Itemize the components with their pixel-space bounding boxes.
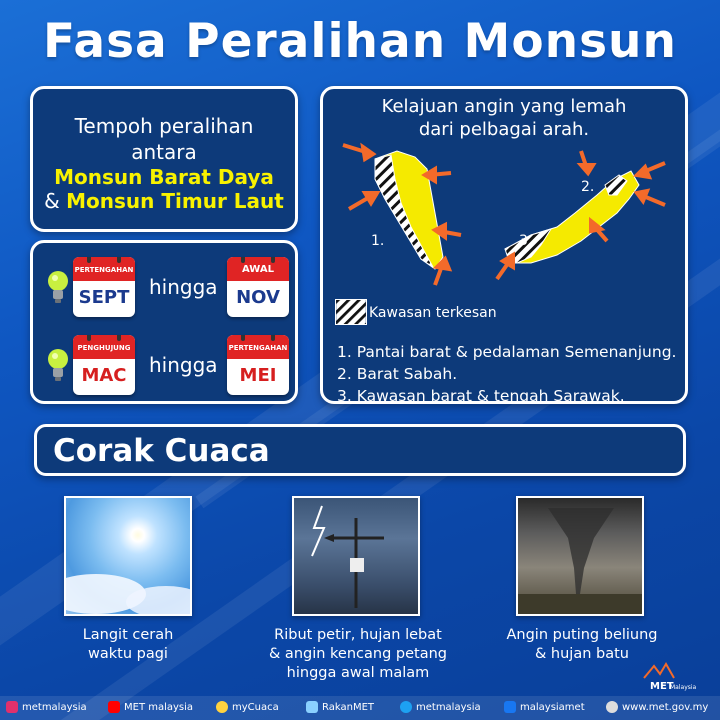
thunderstorm-caption: Ribut petir, hujan lebat & angin kencang petang hingga awal malam: [269, 627, 447, 681]
monsoon-southwest: Monsun Barat Daya: [54, 165, 274, 189]
mycuaca-icon: [216, 701, 228, 713]
weather-heading: Corak Cuaca: [53, 433, 270, 469]
label-region-2: 2.: [581, 179, 595, 195]
page-title: Fasa Peralihan Monsun: [43, 14, 677, 69]
intro-line1: Tempoh peralihan: [74, 114, 254, 138]
map-heading-line1: Kelajuan angin yang lemah: [381, 96, 627, 117]
calendar-month: MAC: [81, 365, 127, 386]
web-icon: [606, 701, 618, 713]
calendar-icon: [227, 257, 289, 317]
list-item: 1. Pantai barat & pedalaman Semenanjung.: [337, 343, 677, 361]
footer-link-twitter[interactable]: metmalaysia: [400, 701, 481, 713]
clear-sky-caption: Langit cerah waktu pagi: [82, 627, 174, 662]
calendar-month: MEI: [239, 365, 277, 386]
lightbulb-icon: [47, 269, 69, 305]
met-malaysia-logo: [640, 662, 708, 692]
tornado-photo: [516, 496, 644, 616]
hingga-label: hingga: [149, 275, 218, 299]
calendar-month: NOV: [236, 287, 280, 308]
period-panel: [30, 240, 298, 404]
calendar-tag: PERTENGAHAN: [227, 335, 289, 359]
hingga-label: hingga: [149, 353, 218, 377]
youtube-icon: [108, 701, 120, 713]
tornado-caption: Angin puting beliung & hujan batu: [506, 627, 658, 662]
footer-link-mycuaca[interactable]: myCuaca: [216, 701, 279, 713]
map-heading-line2: dari pelbagai arah.: [418, 119, 590, 140]
monsoon-northeast: Monsun Timur Laut: [66, 189, 284, 213]
calendar-month: SEPT: [78, 287, 130, 308]
map-panel: [320, 86, 688, 404]
intro-amp: &: [44, 189, 60, 213]
legend-label: Kawasan terkesan: [369, 305, 497, 321]
period-row: [45, 257, 295, 317]
instagram-icon: [6, 701, 18, 713]
svg-text:Malaysia: Malaysia: [670, 684, 697, 691]
clear-sky-photo: [64, 496, 192, 616]
calendar-icon: [73, 257, 135, 317]
calendar-tag: PERTENGAHAN: [73, 257, 135, 281]
hatch-legend-icon: [335, 299, 367, 325]
footer-link-rakanmet[interactable]: RakanMET: [306, 701, 374, 713]
footer-link-website[interactable]: www.met.gov.my: [606, 701, 708, 713]
list-item: 2. Barat Sabah.: [337, 365, 458, 383]
period-row: [45, 335, 295, 395]
twitter-icon: [400, 701, 412, 713]
weather-heading-panel: [34, 424, 686, 476]
calendar-tag: AWAL: [227, 257, 289, 281]
intro-line2: antara: [131, 140, 197, 164]
calendar-tag: PENGHUJUNG: [73, 335, 135, 359]
affected-areas-list: [337, 341, 676, 407]
footer-link-facebook[interactable]: malaysiamet: [504, 701, 585, 713]
footer-link-youtube[interactable]: MET malaysia: [108, 701, 193, 713]
label-region-1: 1.: [371, 233, 385, 249]
label-region-3: 3.: [519, 233, 533, 249]
footer-social-bar: [0, 696, 720, 720]
intro-panel: [30, 86, 298, 232]
footer-link-instagram[interactable]: metmalaysia: [6, 701, 87, 713]
list-item: 3. Kawasan barat & tengah Sarawak.: [337, 387, 625, 405]
calendar-icon: [73, 335, 135, 395]
lightbulb-icon: [47, 347, 69, 383]
thunderstorm-photo: [292, 496, 420, 616]
malaysia-map: [335, 139, 675, 299]
facebook-icon: [504, 701, 516, 713]
svg-text:MET: MET: [650, 681, 674, 692]
calendar-icon: [227, 335, 289, 395]
rakanmet-icon: [306, 701, 318, 713]
